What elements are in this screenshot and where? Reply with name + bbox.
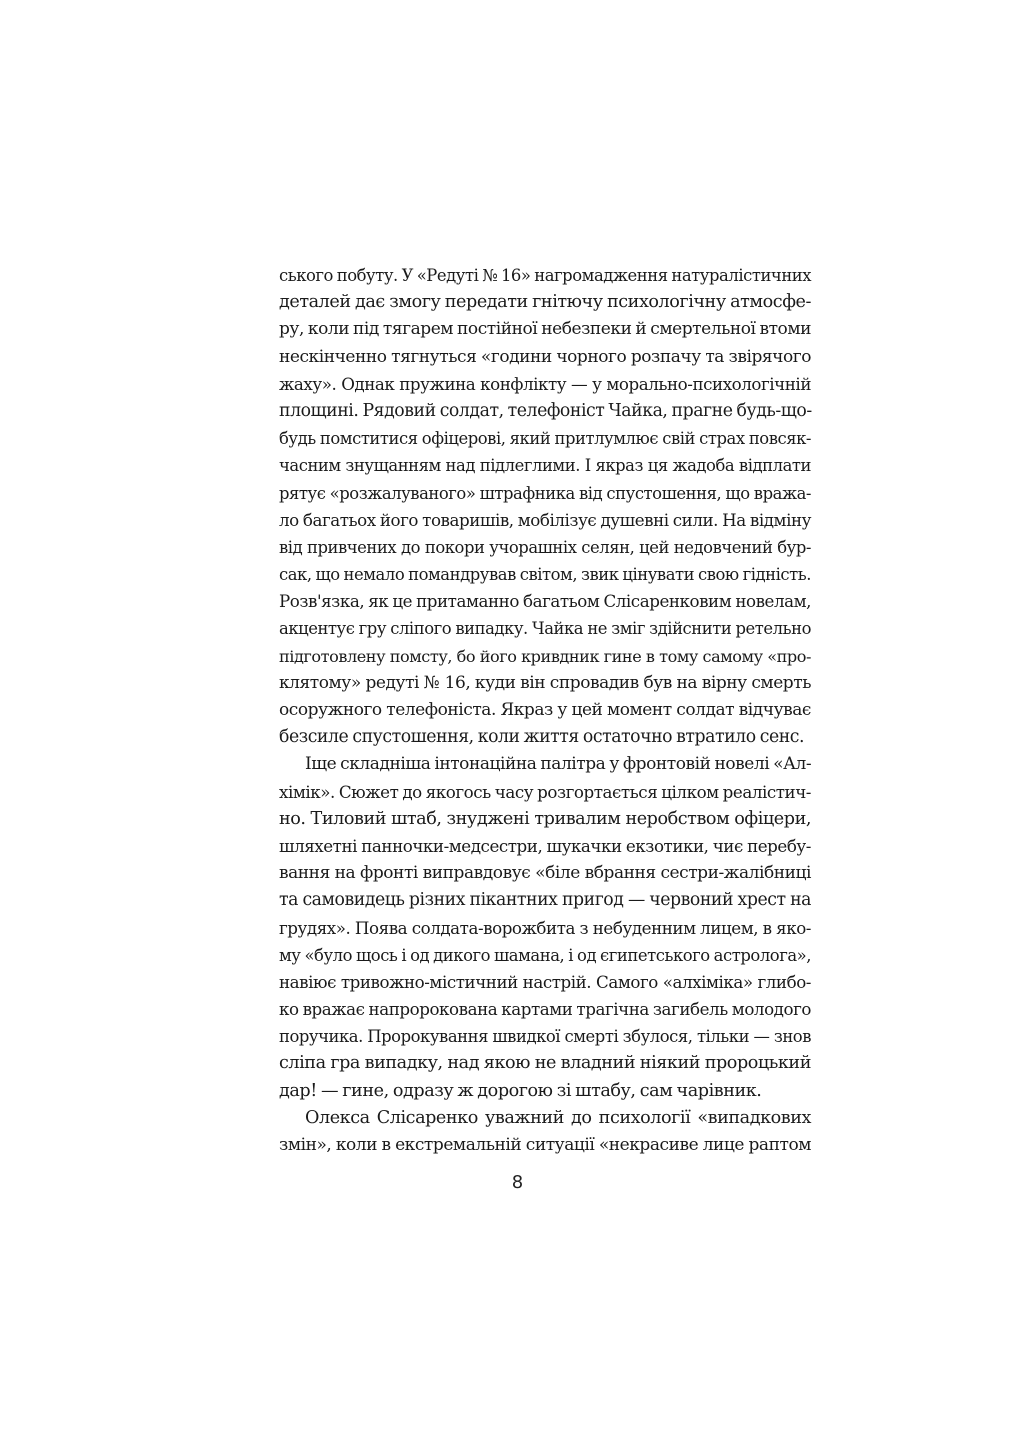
text-line: змін», коли в екстремальній ситуації «некрасиве лице раптом [279, 1135, 811, 1155]
text-line: підготовлену помсту, бо його кривдник гине в тому самому «про- [279, 646, 811, 666]
text-line: жаху». Однак пружина конфлікту — у морально-психологічній [279, 373, 811, 394]
text-line: грудях». Поява солдата-ворожбита з небуденним лицем, в яко- [279, 917, 811, 938]
text-line: безсиле спустошення, коли життя остаточно втратило сенс. [279, 727, 805, 748]
text-line: ло багатьох його товаришів, мобілізує душевні сили. На відміну [279, 509, 811, 530]
text-line: Олекса Слісаренко уважний до психології «випадкових [305, 1107, 811, 1128]
body-text [279, 262, 811, 1159]
page-number: 8 [511, 1172, 524, 1193]
text-line: рятує «розжалуваного» штрафника від спустошення, що вража- [279, 483, 811, 503]
text-line: часним знущанням над підлеглими. І якраз ця жадоба відплати [279, 456, 811, 476]
text-line: вання на фронті виправдовує «біле вбрання сестри-жалібниці [279, 863, 811, 884]
text-line: акцентує гру сліпого випадку. Чайка не зміг здійснити ретельно [279, 619, 811, 639]
text-line: нескінченно тягнуться «години чорного розпачу та звірячого [279, 346, 811, 367]
text-line: навіює тривожно-містичний настрій. Самого «алхіміка» глибо- [279, 971, 811, 992]
text-line: хімік». Сюжет до якогось часу розгортається цілком реалістич- [279, 781, 811, 802]
text-line: ру, коли під тягарем постійної небезпеки й смертельної втоми [279, 319, 811, 340]
text-line: осоружного телефоніста. Якраз у цей момент солдат відчуває [279, 700, 811, 720]
text-line: будь помститися офіцерові, який притлумлює свій страх повсяк- [279, 429, 811, 449]
text-line: ко вражає напророкована картами трагічна загибель молодого [279, 999, 811, 1020]
text-line: деталей дає змогу передати гнітючу психологічну атмосфе- [279, 292, 811, 313]
text-line: Іще складніша інтонаційна палітра у фронтовій новелі «Ал- [305, 754, 812, 775]
text-line: та самовидець різних пікантних пригод — червоний хрест на [279, 890, 811, 911]
text-line: Розв'язка, як це притаманно багатьом Слісаренковим новелам, [279, 591, 811, 612]
text-line: дар! — гине, одразу ж дорогою зі штабу, сам чарівник. [279, 1080, 762, 1101]
text-line: площині. Рядовий солдат, телефоніст Чайка, прагне будь-що- [279, 400, 812, 421]
text-line: шляхетні панночки-медсестри, шукачки екзотики, чиє перебу- [279, 835, 811, 856]
text-line: поручика. Пророкування швидкої смерті збулося, тільки — знов [279, 1027, 811, 1047]
text-line: від привчених до покори учорашніх селян, цей недовчений бур- [279, 537, 811, 557]
text-line: но. Тиловий штаб, знуджені тривалим неробством офіцери, [279, 808, 811, 829]
text-line: му «було щось і од дикого шамана, і од єгипетського астролога», [279, 945, 811, 965]
text-line: сліпа гра випадку, над якою не владний ніякий пророцький [279, 1053, 811, 1074]
text-line: сак, що немало помандрував світом, звик цінувати свою гідність. [279, 565, 811, 585]
text-line: клятому» редуті № 16, куди він спровадив був на вірну смерть [279, 672, 811, 693]
text-line: ського побуту. У «Редуті № 16» нагромадження натуралістичних [279, 266, 812, 285]
